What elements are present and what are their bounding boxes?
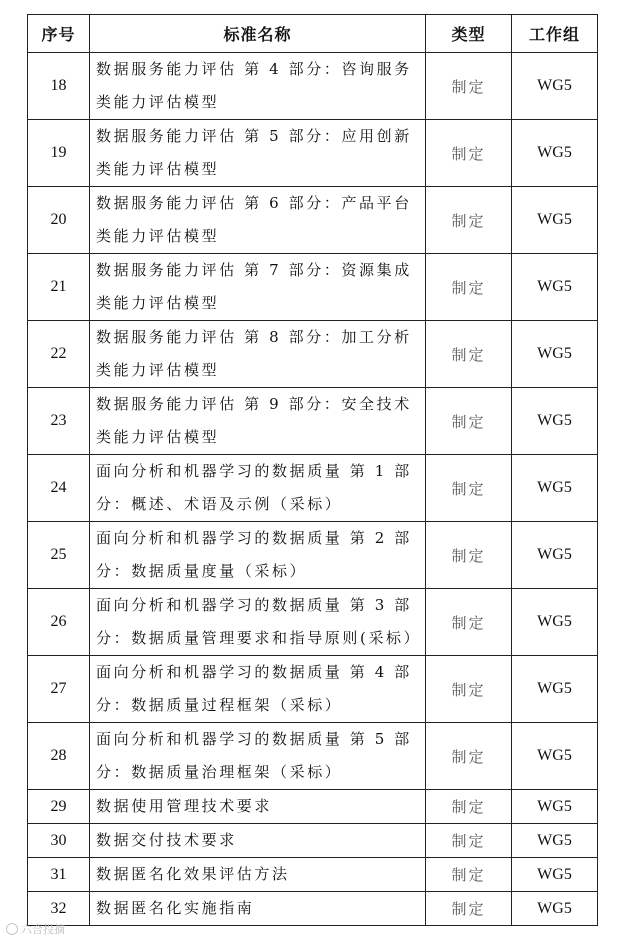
working-group: WG5: [512, 455, 598, 522]
standard-name: 数据服务能力评估 第 8 部分：加工分析类能力评估模型: [90, 321, 426, 388]
standard-name: 面向分析和机器学习的数据质量 第 1 部分：概述、术语及示例（采标）: [90, 455, 426, 522]
row-number: 31: [28, 858, 90, 892]
table-row: [28, 858, 598, 892]
header-group: 工作组: [512, 15, 598, 53]
row-number: 25: [28, 522, 90, 589]
standards-table: [27, 14, 598, 926]
table-row: [28, 187, 598, 254]
header-name: 标准名称: [90, 15, 426, 53]
standard-type: 制定: [426, 892, 512, 926]
standard-type: 制定: [426, 522, 512, 589]
table-header-row: [28, 15, 598, 53]
header-type: 类型: [426, 15, 512, 53]
standard-type: 制定: [426, 388, 512, 455]
working-group: WG5: [512, 656, 598, 723]
table-row: [28, 723, 598, 790]
working-group: WG5: [512, 858, 598, 892]
standard-type: 制定: [426, 589, 512, 656]
table-row: [28, 589, 598, 656]
standard-type: 制定: [426, 824, 512, 858]
standard-name: 数据匿名化实施指南: [90, 892, 426, 926]
working-group: WG5: [512, 120, 598, 187]
working-group: WG5: [512, 790, 598, 824]
row-number: 19: [28, 120, 90, 187]
table-row: [28, 388, 598, 455]
standard-type: 制定: [426, 321, 512, 388]
table-row: [28, 254, 598, 321]
row-number: 29: [28, 790, 90, 824]
standard-name: 数据服务能力评估 第 7 部分：资源集成类能力评估模型: [90, 254, 426, 321]
working-group: WG5: [512, 321, 598, 388]
row-number: 20: [28, 187, 90, 254]
table-row: [28, 120, 598, 187]
standard-name: 数据服务能力评估 第 5 部分：应用创新类能力评估模型: [90, 120, 426, 187]
working-group: WG5: [512, 53, 598, 120]
standard-type: 制定: [426, 254, 512, 321]
standard-type: 制定: [426, 187, 512, 254]
standard-name: 面向分析和机器学习的数据质量 第 4 部分：数据质量过程框架（采标）: [90, 656, 426, 723]
row-number: 28: [28, 723, 90, 790]
standard-name: 面向分析和机器学习的数据质量 第 5 部分：数据质量治理框架（采标）: [90, 723, 426, 790]
standard-name: 数据匿名化效果评估方法: [90, 858, 426, 892]
table-row: [28, 824, 598, 858]
standard-name: 数据服务能力评估 第 9 部分：安全技术类能力评估模型: [90, 388, 426, 455]
working-group: WG5: [512, 723, 598, 790]
standard-name: 数据使用管理技术要求: [90, 790, 426, 824]
row-number: 21: [28, 254, 90, 321]
standard-type: 制定: [426, 858, 512, 892]
standard-name: 面向分析和机器学习的数据质量 第 2 部分：数据质量度量（采标）: [90, 522, 426, 589]
standard-name: 数据交付技术要求: [90, 824, 426, 858]
standard-type: 制定: [426, 723, 512, 790]
working-group: WG5: [512, 388, 598, 455]
row-number: 26: [28, 589, 90, 656]
table-row: [28, 455, 598, 522]
standard-type: 制定: [426, 790, 512, 824]
watermark-text: 六合投摘: [21, 923, 65, 936]
working-group: WG5: [512, 589, 598, 656]
row-number: 32: [28, 892, 90, 926]
standard-type: 制定: [426, 656, 512, 723]
watermark-logo-icon: [6, 923, 18, 935]
standard-type: 制定: [426, 53, 512, 120]
row-number: 23: [28, 388, 90, 455]
working-group: WG5: [512, 254, 598, 321]
row-number: 30: [28, 824, 90, 858]
table-row: [28, 790, 598, 824]
row-number: 24: [28, 455, 90, 522]
table-row: [28, 53, 598, 120]
table-row: [28, 892, 598, 926]
working-group: WG5: [512, 892, 598, 926]
standard-type: 制定: [426, 455, 512, 522]
standard-name: 数据服务能力评估 第 6 部分：产品平台类能力评估模型: [90, 187, 426, 254]
working-group: WG5: [512, 187, 598, 254]
standard-name: 面向分析和机器学习的数据质量 第 3 部分：数据质量管理要求和指导原则(采标）: [90, 589, 426, 656]
row-number: 22: [28, 321, 90, 388]
working-group: WG5: [512, 522, 598, 589]
watermark: [6, 921, 65, 937]
standard-name: 数据服务能力评估 第 4 部分：咨询服务类能力评估模型: [90, 53, 426, 120]
table-row: [28, 321, 598, 388]
row-number: 27: [28, 656, 90, 723]
row-number: 18: [28, 53, 90, 120]
standard-type: 制定: [426, 120, 512, 187]
table-row: [28, 656, 598, 723]
table-row: [28, 522, 598, 589]
working-group: WG5: [512, 824, 598, 858]
header-no: 序号: [28, 15, 90, 53]
